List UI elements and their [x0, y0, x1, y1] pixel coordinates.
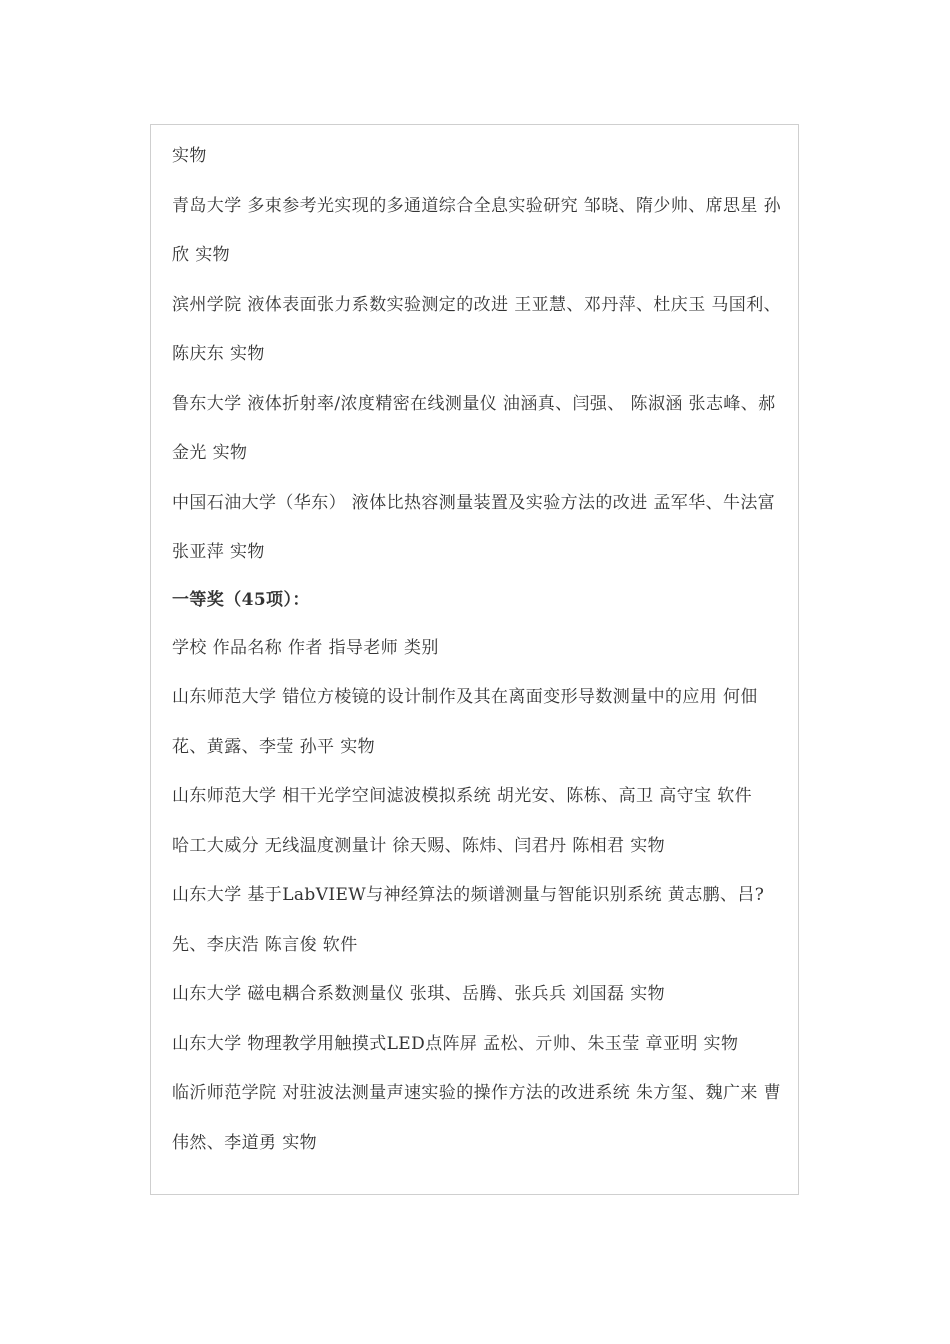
table-header-row: 学校 作品名称 作者 指导老师 类别 — [172, 637, 439, 658]
entry-ludong: 鲁东大学 液体折射率/浓度精密在线测量仪 油涵真、闫强、 陈淑涵 张志峰、郝金光 实物 — [172, 393, 776, 463]
entry-sdu-3: 山东大学 物理教学用触摸式LED点阵屏 孟松、亓帅、朱玉莹 章亚明 实物 — [172, 1033, 739, 1054]
paragraph-continuation: 实物 — [172, 146, 207, 166]
document-body — [172, 132, 784, 1168]
entry-sdu-2: 山东大学 磁电耦合系数测量仪 张琪、岳腾、张兵兵 刘国磊 实物 — [172, 984, 666, 1004]
entry-sdnu-2: 山东师范大学 相干光学空间滤波模拟系统 胡光安、陈栋、高卫 高守宝 软件 — [172, 786, 753, 806]
entry-sdu-1: 山东大学 基于LabVIEW与神经算法的频谱测量与智能识别系统 黄志鹏、吕?先、李庆浩 陈言俊 软件 — [172, 885, 765, 955]
section-heading-first-prize: 一等奖（45项）： — [172, 589, 310, 610]
entry-qingdao: 青岛大学 多束参考光实现的多通道综合全息实验研究 邹晓、隋少帅、席思星 孙欣 实物 — [172, 195, 782, 265]
entry-hit-weihai: 哈工大威分 无线温度测量计 徐天赐、陈炜、闫君丹 陈相君 实物 — [172, 835, 666, 856]
entry-linyi: 临沂师范学院 对驻波法测量声速实验的操作方法的改进系统 朱方玺、魏广来 曹伟然、李道勇 实物 — [172, 1083, 782, 1153]
entry-binzhou: 滨州学院 液体表面张力系数实验测定的改进 王亚慧、邓丹萍、杜庆玉 马国利、陈庆东 实物 — [172, 294, 782, 364]
entry-upc: 中国石油大学（华东） 液体比热容测量装置及实验方法的改进 孟军华、牛法富 张亚萍 实物 — [172, 492, 776, 562]
entry-sdnu-1: 山东师范大学 错位方棱镜的设计制作及其在离面变形导数测量中的应用 何佃花、黄露、李莹 孙平 实物 — [172, 687, 758, 757]
